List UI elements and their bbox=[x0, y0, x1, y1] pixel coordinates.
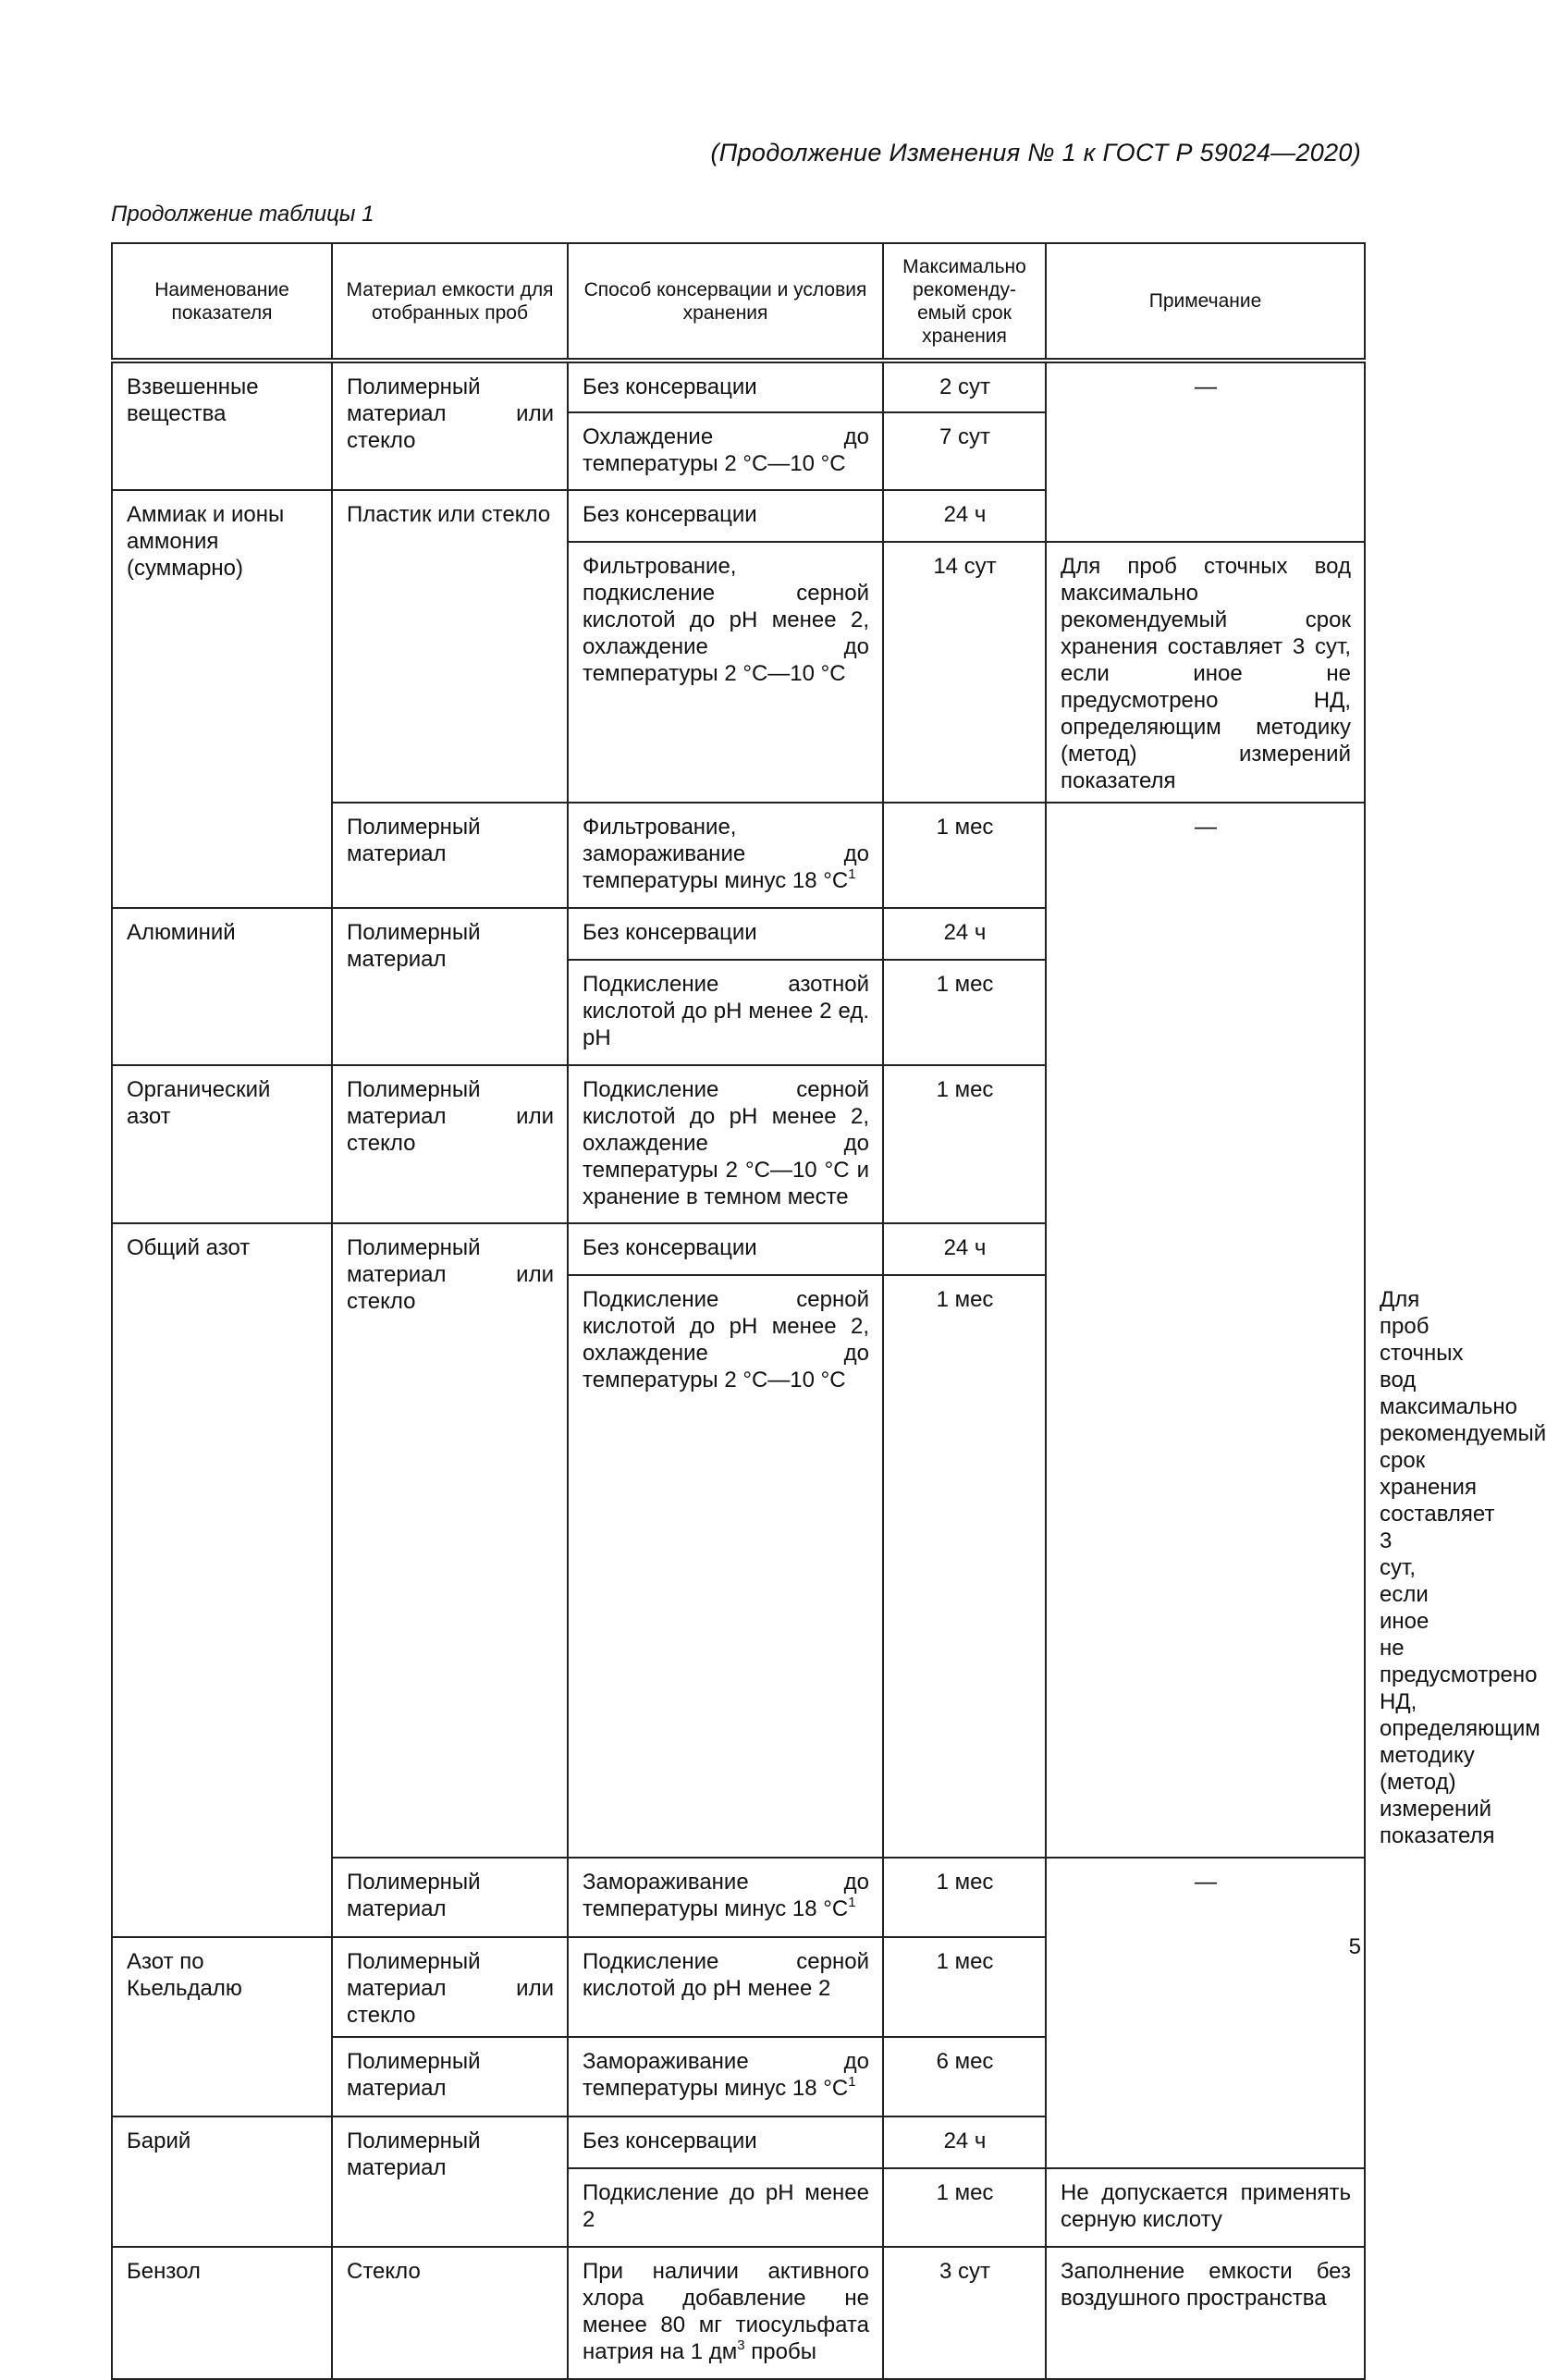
term-cell: 6 мес bbox=[883, 2037, 1046, 2116]
running-head: (Продолжение Изменения № 1 к ГОСТ Р 59024—2020) bbox=[710, 139, 1361, 166]
method-cell: Без консервации bbox=[568, 2116, 883, 2168]
term-cell: 2 сут bbox=[883, 361, 1046, 412]
page-number: 5 bbox=[1348, 1934, 1361, 1959]
term-cell: 1 мес bbox=[883, 960, 1046, 1065]
term-cell: 3 сут bbox=[883, 2247, 1046, 2379]
container-cell: Полимерный материал или стекло bbox=[332, 1223, 568, 1858]
table-row: Подкисление серной кислотой до pH менее 2, охлаждение до температуры 2 °C—10 °C 1 мес Для проб сточных вод максимально рекомендуемый срок хранения составляет 3 сут, если иное не предусмотрено НД, определяющим методику (метод) измерений показателя bbox=[112, 1275, 1365, 1858]
note-cell: — bbox=[1046, 803, 1365, 1858]
method-text: Замораживание до температуры минус 18 °C bbox=[583, 2049, 869, 2101]
method-cell: Подкисление серной кислотой до pH менее 2, охлаждение до температуры 2 °C—10 °C bbox=[568, 1275, 883, 1858]
container-cell: Полимерный материал bbox=[332, 2037, 568, 2116]
column-header-preservation: Способ консервации и условия хранения bbox=[568, 243, 883, 361]
container-cell: Полимерный материал или стекло bbox=[332, 1937, 568, 2037]
table-caption: Продолжение таблицы 1 bbox=[111, 202, 374, 227]
indicator-cell: Взвешенные вещества bbox=[112, 361, 332, 490]
container-cell: Полимерный материал или стекло bbox=[332, 1065, 568, 1223]
term-cell: 1 мес bbox=[883, 1937, 1046, 2037]
note-cell: Заполнение емкости без воздушного пространства bbox=[1046, 2247, 1365, 2379]
method-cell: Без консервации bbox=[568, 490, 883, 542]
column-header-note: Примечание bbox=[1046, 243, 1365, 361]
method-cell bbox=[568, 1858, 883, 1937]
method-cell: Без консервации bbox=[568, 908, 883, 960]
method-cell: Охлаждение до температуры 2 °C—10 °C bbox=[568, 412, 883, 490]
footnote-mark: 1 bbox=[848, 2074, 856, 2090]
method-text: Фильтрование, замораживание до температуры минус 18 °C bbox=[583, 815, 869, 893]
indicator-cell: Азот по Кьельдалю bbox=[112, 1937, 332, 2116]
container-cell: Стекло bbox=[332, 2247, 568, 2379]
container-cell: Полимерный материал bbox=[332, 2116, 568, 2247]
term-cell: 24 ч bbox=[883, 490, 1046, 542]
term-cell: 1 мес bbox=[883, 1275, 1046, 1858]
method-cell: Подкисление серной кислотой до pH менее 2, охлаждение до температуры 2 °C—10 °C и хранение в темном месте bbox=[568, 1065, 883, 1223]
note-cell: — bbox=[1046, 1858, 1365, 2168]
footnote-mark: 1 bbox=[848, 866, 856, 882]
term-cell: 24 ч bbox=[883, 1223, 1046, 1275]
term-cell: 1 мес bbox=[883, 2168, 1046, 2247]
method-cell bbox=[568, 2037, 883, 2116]
indicator-cell: Алюминий bbox=[112, 908, 332, 1065]
term-cell: 1 мес bbox=[883, 1065, 1046, 1223]
method-cell: Фильтрование, подкисление серной кислотой до pH менее 2, охлаждение до температуры 2 °C—10 °C bbox=[568, 542, 883, 803]
indicator-cell: Общий азот bbox=[112, 1223, 332, 1937]
method-cell bbox=[568, 2247, 883, 2379]
method-cell: Без консервации bbox=[568, 361, 883, 412]
column-header-max-storage: Максимально рекоменду-емый срок хранения bbox=[883, 243, 1046, 361]
term-cell: 24 ч bbox=[883, 2116, 1046, 2168]
method-text-tail: пробы bbox=[744, 2339, 816, 2364]
note-cell: — bbox=[1046, 361, 1365, 542]
indicator-cell: Бензол bbox=[112, 2247, 332, 2379]
container-cell: Полимерный материал или стекло bbox=[332, 361, 568, 490]
column-header-indicator: Наименование показателя bbox=[112, 243, 332, 361]
container-cell: Полимерный материал bbox=[332, 803, 568, 908]
term-cell: 1 мес bbox=[883, 803, 1046, 908]
term-cell: 7 сут bbox=[883, 412, 1046, 490]
term-cell: 24 ч bbox=[883, 908, 1046, 960]
storage-conditions-table bbox=[111, 242, 1546, 2380]
term-cell: 14 сут bbox=[883, 542, 1046, 803]
footnote-mark: 1 bbox=[848, 1895, 856, 1910]
table-row bbox=[112, 361, 1365, 412]
footnote-mark: 3 bbox=[737, 2337, 745, 2353]
term-cell: 1 мес bbox=[883, 1858, 1046, 1937]
note-cell: Для проб сточных вод максимально рекомендуемый срок хранения составляет 3 сут, если иное не предусмотрено НД, определяющим методику (метод) измерений показателя bbox=[1046, 542, 1365, 803]
method-cell: Подкисление до pH менее 2 bbox=[568, 2168, 883, 2247]
indicator-cell: Органический азот bbox=[112, 1065, 332, 1223]
note-cell: Не допускается применять серную кислоту bbox=[1046, 2168, 1365, 2247]
indicator-cell: Барий bbox=[112, 2116, 332, 2247]
container-cell: Пластик или стекло bbox=[332, 490, 568, 803]
method-cell: Подкисление серной кислотой до pH менее 2 bbox=[568, 1937, 883, 2037]
method-text: Замораживание до температуры минус 18 °C bbox=[583, 1870, 869, 1921]
table-row bbox=[112, 2247, 1365, 2379]
method-cell bbox=[568, 803, 883, 908]
method-cell: Подкисление азотной кислотой до pH менее 2 ед. pH bbox=[568, 960, 883, 1065]
table-header-row bbox=[112, 243, 1365, 361]
method-text: При наличии активного хлора добавление не менее 80 мг тиосульфата натрия на 1 дм bbox=[583, 2259, 869, 2364]
method-cell: Без консервации bbox=[568, 1223, 883, 1275]
indicator-cell: Аммиак и ионы аммония (суммарно) bbox=[112, 490, 332, 908]
column-header-container: Материал емкости для отобранных проб bbox=[332, 243, 568, 361]
container-cell: Полимерный материал bbox=[332, 1858, 568, 1937]
container-cell: Полимерный материал bbox=[332, 908, 568, 1065]
